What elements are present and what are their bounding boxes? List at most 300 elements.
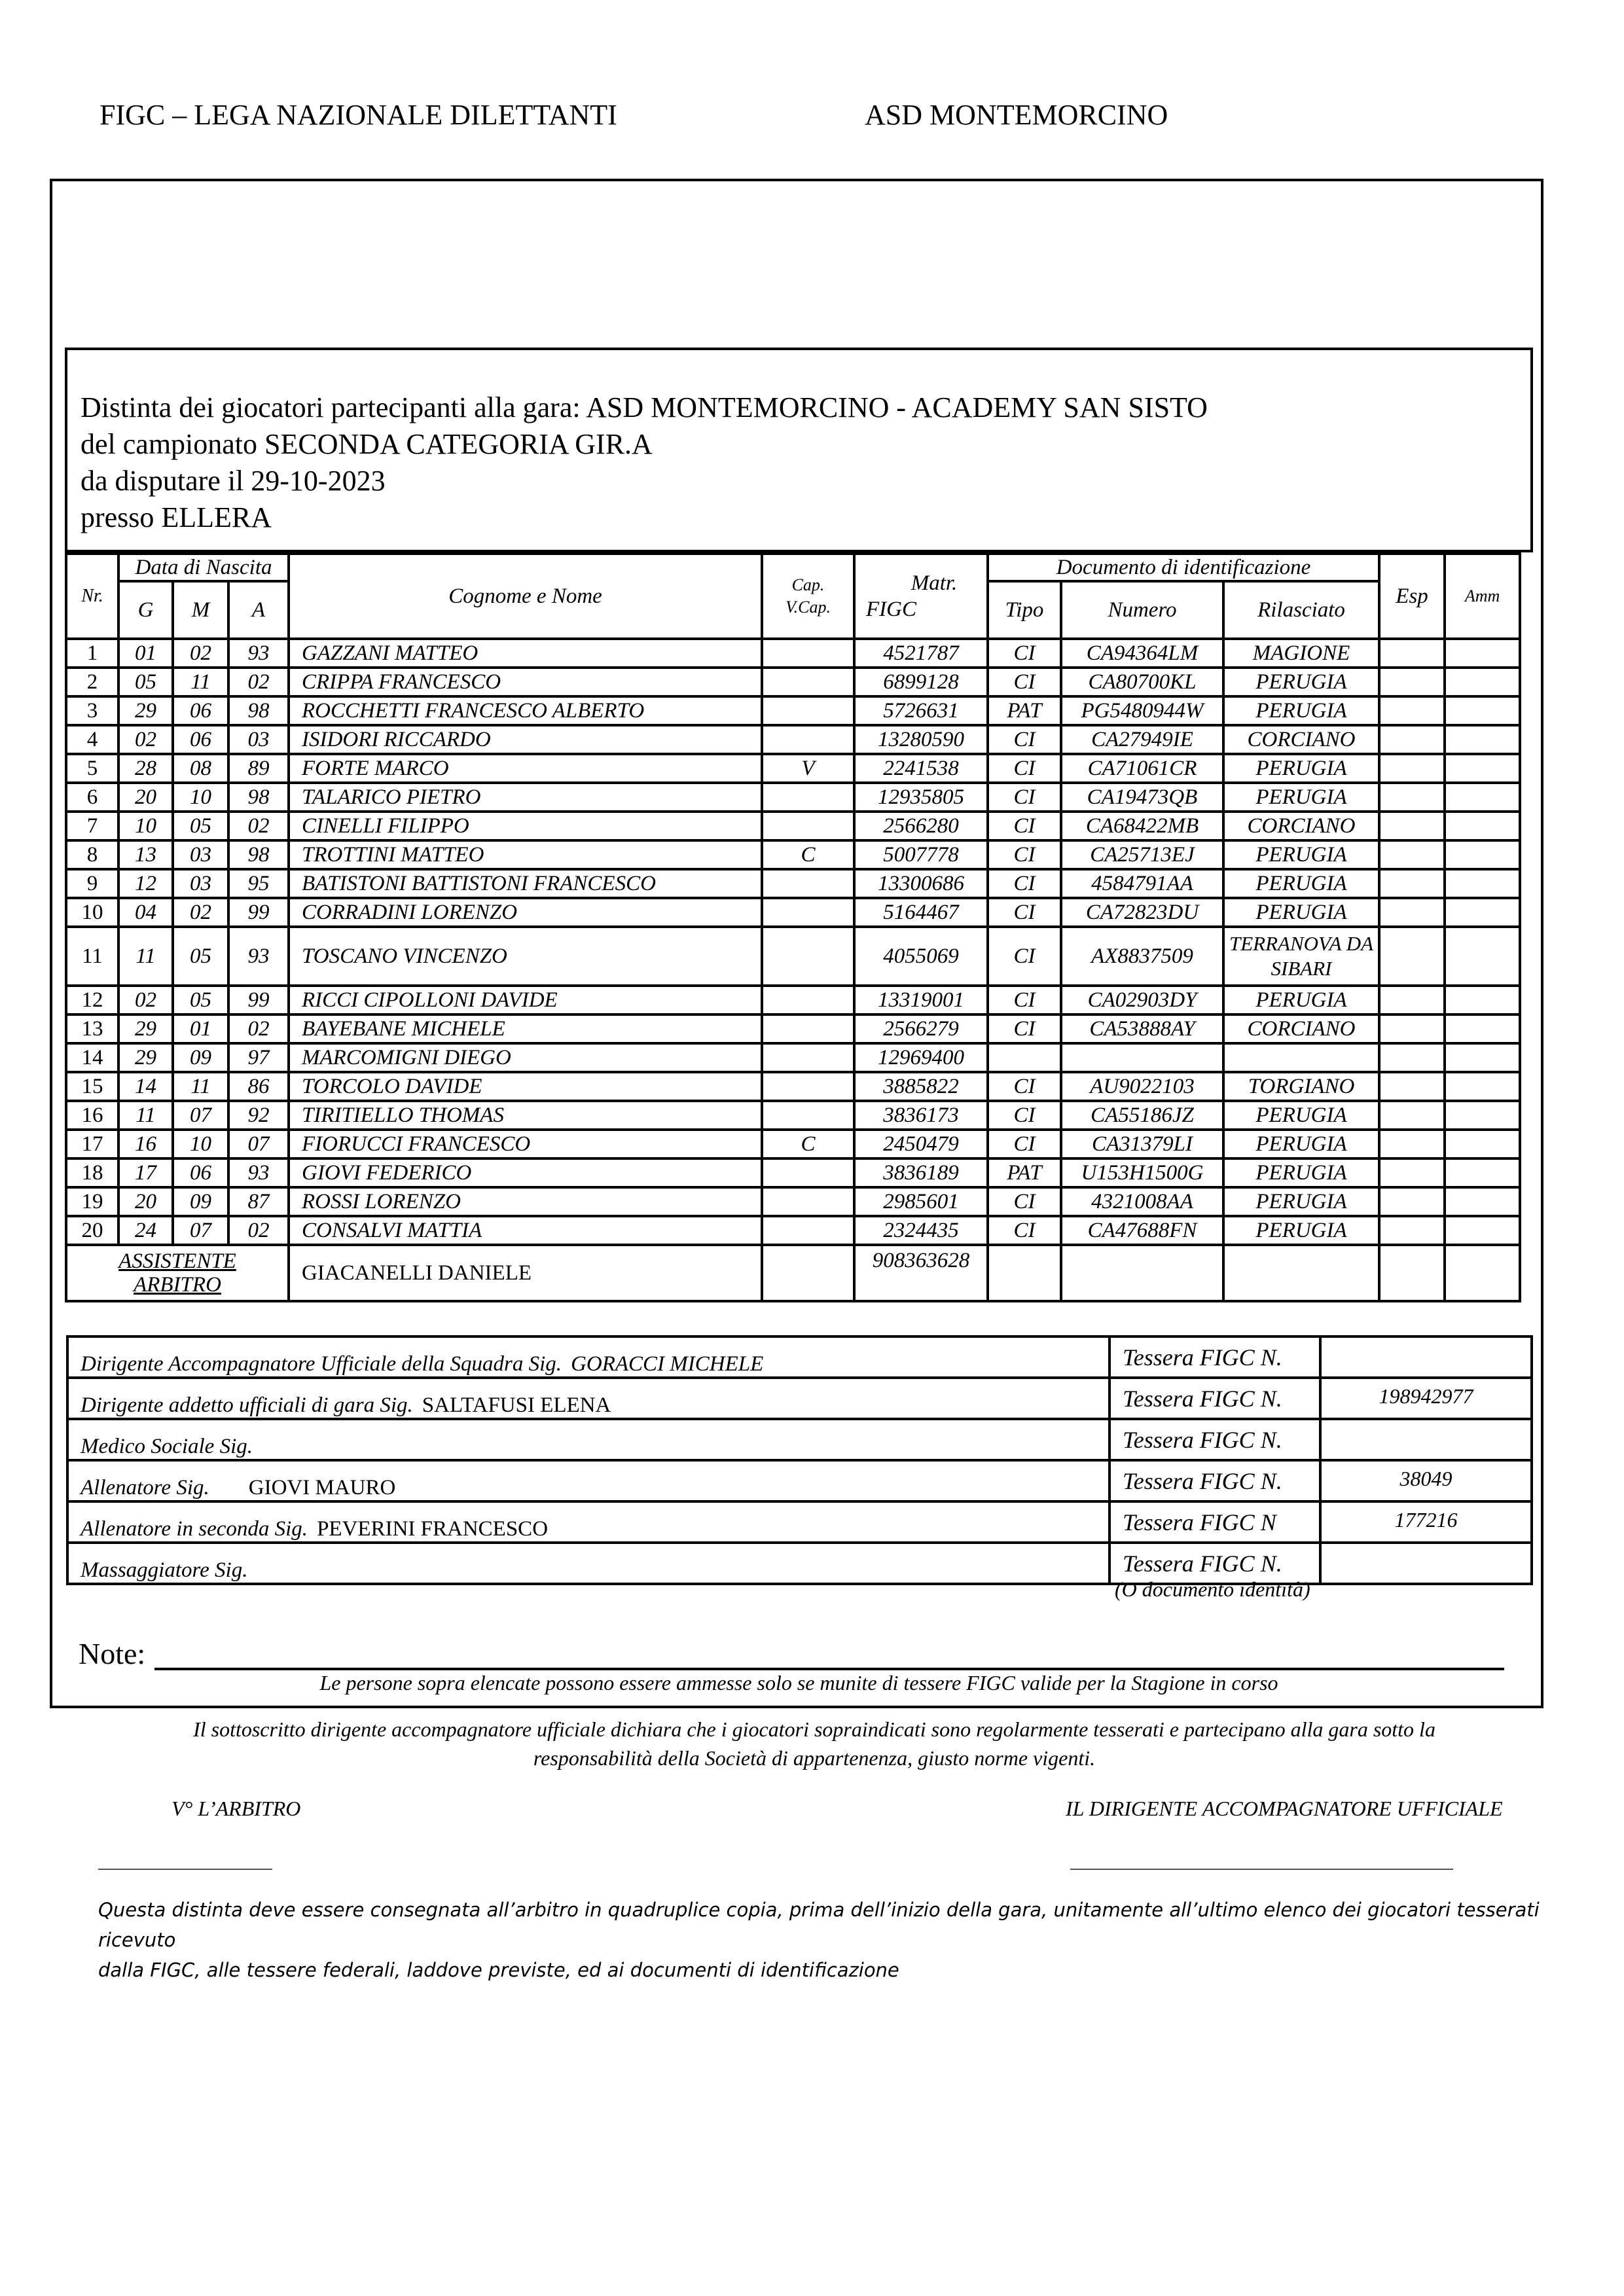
booked-cell[interactable] [1445, 639, 1520, 668]
booked-cell[interactable] [1445, 1187, 1520, 1216]
player-name[interactable]: BATISTONI BATTISTONI FRANCESCO [289, 869, 762, 898]
expelled-cell[interactable] [1379, 1101, 1445, 1130]
player-number[interactable]: 1 [66, 639, 118, 668]
booked-cell[interactable] [1445, 869, 1520, 898]
birth-year[interactable]: 89 [228, 754, 289, 783]
doc-type[interactable]: CI [988, 639, 1061, 668]
doc-number[interactable]: CA80700KL [1061, 668, 1223, 696]
birth-day[interactable]: 29 [118, 1043, 173, 1072]
birth-day[interactable]: 28 [118, 754, 173, 783]
doc-issued-by[interactable]: PERUGIA [1223, 696, 1379, 725]
birth-month[interactable]: 07 [173, 1216, 228, 1245]
birth-day[interactable]: 13 [118, 840, 173, 869]
header-matr [854, 554, 988, 639]
doc-issued-by[interactable]: PERUGIA [1223, 1216, 1379, 1245]
doc-issued-by[interactable]: PERUGIA [1223, 840, 1379, 869]
birth-month[interactable]: 02 [173, 639, 228, 668]
player-name[interactable]: GAZZANI MATTEO [289, 639, 762, 668]
header-doc-number: Numero [1061, 581, 1223, 639]
figc-matr[interactable]: 5007778 [854, 840, 988, 869]
captain-mark[interactable] [762, 639, 854, 668]
staff-table [66, 1335, 1533, 1585]
doc-issued-by[interactable]: PERUGIA [1223, 668, 1379, 696]
captain-mark[interactable]: C [762, 840, 854, 869]
player-row [66, 725, 1520, 754]
birth-year[interactable]: 02 [228, 1014, 289, 1043]
booked-cell[interactable] [1445, 927, 1520, 986]
doc-type[interactable]: CI [988, 754, 1061, 783]
doc-number[interactable]: CA27949IE [1061, 725, 1223, 754]
captain-mark[interactable] [762, 783, 854, 812]
doc-number[interactable]: CA71061CR [1061, 754, 1223, 783]
birth-year[interactable]: 93 [228, 927, 289, 986]
doc-type[interactable]: CI [988, 1216, 1061, 1245]
player-number[interactable]: 17 [66, 1130, 118, 1158]
booked-cell[interactable] [1445, 1216, 1520, 1245]
staff-role-cell [67, 1501, 1110, 1543]
figc-matr[interactable]: 2985601 [854, 1187, 988, 1216]
player-number[interactable]: 7 [66, 812, 118, 840]
player-number[interactable]: 3 [66, 696, 118, 725]
birth-year[interactable]: 99 [228, 898, 289, 927]
player-name[interactable]: TORCOLO DAVIDE [289, 1072, 762, 1101]
doc-number[interactable]: CA53888AY [1061, 1014, 1223, 1043]
staff-name[interactable]: GIOVI MAURO [248, 1476, 396, 1499]
booked-cell[interactable] [1445, 668, 1520, 696]
player-number[interactable]: 4 [66, 725, 118, 754]
player-number[interactable]: 5 [66, 754, 118, 783]
captain-mark[interactable] [762, 1014, 854, 1043]
doc-number[interactable] [1061, 1043, 1223, 1072]
birth-day[interactable]: 01 [118, 639, 173, 668]
birth-year[interactable]: 02 [228, 1216, 289, 1245]
doc-issued-by[interactable]: CORCIANO [1223, 1014, 1379, 1043]
birth-day[interactable]: 24 [118, 1216, 173, 1245]
player-name[interactable]: BAYEBANE MICHELE [289, 1014, 762, 1043]
expelled-cell[interactable] [1379, 1130, 1445, 1158]
booked-cell[interactable] [1445, 1043, 1520, 1072]
header-nr: Nr. [66, 554, 118, 639]
birth-month[interactable]: 08 [173, 754, 228, 783]
doc-type[interactable]: CI [988, 1130, 1061, 1158]
tessera-number[interactable] [1320, 1419, 1532, 1460]
header-year: A [228, 581, 289, 639]
player-number[interactable]: 16 [66, 1101, 118, 1130]
player-number[interactable]: 18 [66, 1158, 118, 1187]
expelled-cell[interactable] [1379, 725, 1445, 754]
doc-type[interactable]: CI [988, 840, 1061, 869]
birth-year[interactable]: 95 [228, 869, 289, 898]
doc-type[interactable]: CI [988, 668, 1061, 696]
doc-type[interactable]: CI [988, 869, 1061, 898]
doc-issued-by[interactable]: PERUGIA [1223, 1187, 1379, 1216]
birth-day[interactable]: 02 [118, 986, 173, 1014]
doc-type[interactable]: CI [988, 927, 1061, 986]
captain-mark[interactable] [762, 725, 854, 754]
player-row [66, 783, 1520, 812]
captain-mark[interactable] [762, 927, 854, 986]
captain-mark[interactable] [762, 1043, 854, 1072]
birth-month[interactable]: 09 [173, 1187, 228, 1216]
header-day: G [118, 581, 173, 639]
figc-matr[interactable]: 5164467 [854, 898, 988, 927]
tessera-label: Tessera FIGC N. [1110, 1336, 1320, 1378]
figc-matr[interactable]: 2324435 [854, 1216, 988, 1245]
birth-year[interactable]: 02 [228, 668, 289, 696]
player-number[interactable]: 9 [66, 869, 118, 898]
birth-day[interactable]: 17 [118, 1158, 173, 1187]
figc-matr[interactable]: 2241538 [854, 754, 988, 783]
birth-year[interactable]: 92 [228, 1101, 289, 1130]
captain-mark[interactable] [762, 1158, 854, 1187]
doc-issued-by[interactable]: MAGIONE [1223, 639, 1379, 668]
figc-matr[interactable]: 13280590 [854, 725, 988, 754]
player-number[interactable]: 15 [66, 1072, 118, 1101]
figc-matr[interactable]: 3836189 [854, 1158, 988, 1187]
header-doc-type: Tipo [988, 581, 1061, 639]
staff-name[interactable]: SALTAFUSI ELENA [422, 1393, 611, 1417]
referee-signature-line[interactable] [98, 1869, 272, 1870]
assistant-referee-row [66, 1245, 1520, 1301]
assistant-doc-issued[interactable] [1223, 1245, 1379, 1301]
doc-type[interactable]: PAT [988, 1158, 1061, 1187]
captain-mark[interactable] [762, 696, 854, 725]
player-number[interactable]: 6 [66, 783, 118, 812]
expelled-cell[interactable] [1379, 696, 1445, 725]
tessera-number[interactable]: 177216 [1320, 1501, 1532, 1543]
doc-issued-by[interactable] [1223, 1043, 1379, 1072]
doc-number[interactable]: AU9022103 [1061, 1072, 1223, 1101]
header-matr-line1: Matr. [911, 571, 958, 595]
doc-type[interactable]: CI [988, 1014, 1061, 1043]
birth-month[interactable]: 06 [173, 696, 228, 725]
player-number[interactable]: 10 [66, 898, 118, 927]
staff-role: Medico Sociale Sig. [81, 1435, 253, 1458]
doc-number[interactable]: CA55186JZ [1061, 1101, 1223, 1130]
doc-number[interactable]: CA94364LM [1061, 639, 1223, 668]
doc-type[interactable]: CI [988, 1101, 1061, 1130]
figc-matr[interactable]: 2450479 [854, 1130, 988, 1158]
tessera-label: Tessera FIGC N. [1110, 1378, 1320, 1419]
doc-number[interactable]: PG5480944W [1061, 696, 1223, 725]
player-number[interactable]: 12 [66, 986, 118, 1014]
official-signature-line[interactable] [1070, 1869, 1453, 1870]
captain-mark[interactable] [762, 668, 854, 696]
birth-month[interactable]: 06 [173, 725, 228, 754]
player-name[interactable]: CONSALVI MATTIA [289, 1216, 762, 1245]
expelled-cell[interactable] [1379, 1072, 1445, 1101]
doc-issued-by[interactable]: PERUGIA [1223, 783, 1379, 812]
assistant-amm[interactable] [1445, 1245, 1520, 1301]
captain-mark[interactable] [762, 1187, 854, 1216]
booked-cell[interactable] [1445, 1101, 1520, 1130]
doc-number[interactable]: CA47688FN [1061, 1216, 1223, 1245]
booked-cell[interactable] [1445, 1072, 1520, 1101]
birth-day[interactable]: 14 [118, 1072, 173, 1101]
doc-type[interactable]: CI [988, 725, 1061, 754]
expelled-cell[interactable] [1379, 783, 1445, 812]
player-name[interactable]: RICCI CIPOLLONI DAVIDE [289, 986, 762, 1014]
captain-mark[interactable] [762, 812, 854, 840]
birth-year[interactable]: 07 [228, 1130, 289, 1158]
doc-number[interactable]: CA72823DU [1061, 898, 1223, 927]
doc-issued-by[interactable]: PERUGIA [1223, 869, 1379, 898]
birth-month[interactable]: 03 [173, 840, 228, 869]
expelled-cell[interactable] [1379, 927, 1445, 986]
birth-day[interactable]: 11 [118, 1101, 173, 1130]
tessera-number[interactable]: 38049 [1320, 1460, 1532, 1501]
player-name[interactable]: CRIPPA FRANCESCO [289, 668, 762, 696]
captain-mark[interactable] [762, 1072, 854, 1101]
player-name[interactable]: TROTTINI MATTEO [289, 840, 762, 869]
birth-year[interactable]: 93 [228, 639, 289, 668]
figc-matr[interactable]: 4055069 [854, 927, 988, 986]
figc-matr[interactable]: 13319001 [854, 986, 988, 1014]
doc-issued-by[interactable]: TORGIANO [1223, 1072, 1379, 1101]
expelled-cell[interactable] [1379, 869, 1445, 898]
expelled-cell[interactable] [1379, 1216, 1445, 1245]
player-name[interactable]: ISIDORI RICCARDO [289, 725, 762, 754]
expelled-cell[interactable] [1379, 812, 1445, 840]
figc-matr[interactable]: 3836173 [854, 1101, 988, 1130]
birth-day[interactable]: 16 [118, 1130, 173, 1158]
player-row [66, 1130, 1520, 1158]
doc-issued-by[interactable]: PERUGIA [1223, 986, 1379, 1014]
birth-day[interactable]: 05 [118, 668, 173, 696]
birth-year[interactable]: 93 [228, 1158, 289, 1187]
birth-day[interactable]: 10 [118, 812, 173, 840]
notes-input[interactable] [154, 1668, 1504, 1670]
staff-role-cell [67, 1419, 1110, 1460]
doc-type[interactable]: CI [988, 783, 1061, 812]
doc-issued-by[interactable]: TERRANOVA DA SIBARI [1223, 927, 1379, 986]
figc-matr[interactable]: 12935805 [854, 783, 988, 812]
expelled-cell[interactable] [1379, 1043, 1445, 1072]
tessera-number[interactable]: 198942977 [1320, 1378, 1532, 1419]
expelled-cell[interactable] [1379, 1158, 1445, 1187]
staff-name[interactable]: PEVERINI FRANCESCO [317, 1517, 549, 1541]
player-number[interactable]: 2 [66, 668, 118, 696]
booked-cell[interactable] [1445, 725, 1520, 754]
tessera-number[interactable] [1320, 1336, 1532, 1378]
birth-day[interactable]: 12 [118, 869, 173, 898]
expelled-cell[interactable] [1379, 840, 1445, 869]
birth-month[interactable]: 07 [173, 1101, 228, 1130]
staff-row [67, 1460, 1532, 1501]
birth-day[interactable]: 02 [118, 725, 173, 754]
doc-issued-by[interactable]: PERUGIA [1223, 898, 1379, 927]
document-note: (O documento identità) [1115, 1577, 1310, 1601]
expelled-cell[interactable] [1379, 639, 1445, 668]
doc-type[interactable]: CI [988, 1072, 1061, 1101]
assistant-esp[interactable] [1379, 1245, 1445, 1301]
birth-day[interactable]: 20 [118, 1187, 173, 1216]
staff-role: Allenatore in seconda Sig. [81, 1517, 308, 1541]
notes-label: Note: [79, 1637, 146, 1670]
figc-matr[interactable]: 4521787 [854, 639, 988, 668]
figc-matr[interactable]: 6899128 [854, 668, 988, 696]
birth-day[interactable]: 04 [118, 898, 173, 927]
birth-day[interactable]: 29 [118, 696, 173, 725]
player-name[interactable]: GIOVI FEDERICO [289, 1158, 762, 1187]
birth-month[interactable]: 10 [173, 783, 228, 812]
captain-mark[interactable] [762, 986, 854, 1014]
staff-row [67, 1501, 1532, 1543]
player-number[interactable]: 11 [66, 927, 118, 986]
player-number[interactable]: 14 [66, 1043, 118, 1072]
header-esp: Esp [1379, 554, 1445, 639]
player-name[interactable]: TIRITIELLO THOMAS [289, 1101, 762, 1130]
club-title: ASD MONTEMORCINO [865, 99, 1168, 131]
birth-year[interactable]: 99 [228, 986, 289, 1014]
birth-year[interactable]: 03 [228, 725, 289, 754]
doc-type[interactable]: CI [988, 812, 1061, 840]
figc-matr[interactable]: 2566279 [854, 1014, 988, 1043]
doc-number[interactable]: 4321008AA [1061, 1187, 1223, 1216]
player-name[interactable]: ROSSI LORENZO [289, 1187, 762, 1216]
expelled-cell[interactable] [1379, 668, 1445, 696]
staff-role-cell [67, 1336, 1110, 1378]
doc-issued-by[interactable]: PERUGIA [1223, 754, 1379, 783]
assistant-referee-name[interactable]: GIACANELLI DANIELE [289, 1245, 762, 1301]
doc-type[interactable]: PAT [988, 696, 1061, 725]
header-name: Cognome e Nome [289, 554, 762, 639]
doc-type[interactable]: CI [988, 986, 1061, 1014]
birth-month[interactable]: 11 [173, 1072, 228, 1101]
doc-number[interactable]: CA19473QB [1061, 783, 1223, 812]
birth-year[interactable]: 02 [228, 812, 289, 840]
booked-cell[interactable] [1445, 754, 1520, 783]
birth-year[interactable]: 87 [228, 1187, 289, 1216]
birth-year[interactable]: 98 [228, 783, 289, 812]
assistant-referee-matr[interactable]: 908363628 [854, 1245, 988, 1301]
expelled-cell[interactable] [1379, 898, 1445, 927]
player-row [66, 812, 1520, 840]
expelled-cell[interactable] [1379, 1014, 1445, 1043]
staff-name[interactable]: GORACCI MICHELE [571, 1352, 764, 1376]
booked-cell[interactable] [1445, 812, 1520, 840]
player-row [66, 898, 1520, 927]
expelled-cell[interactable] [1379, 986, 1445, 1014]
captain-mark[interactable] [762, 898, 854, 927]
figc-matr[interactable]: 5726631 [854, 696, 988, 725]
federation-title: FIGC – LEGA NAZIONALE DILETTANTI [99, 99, 617, 131]
header-birth-date: Data di Nascita [118, 554, 289, 581]
doc-type[interactable] [988, 1043, 1061, 1072]
birth-month[interactable]: 01 [173, 1014, 228, 1043]
doc-number[interactable]: CA31379LI [1061, 1130, 1223, 1158]
figc-matr[interactable]: 3885822 [854, 1072, 988, 1101]
player-name[interactable]: FORTE MARCO [289, 754, 762, 783]
header-id-document: Documento di identificazione [988, 554, 1379, 581]
doc-issued-by[interactable]: CORCIANO [1223, 812, 1379, 840]
doc-number[interactable]: CA02903DY [1061, 986, 1223, 1014]
figc-matr[interactable]: 12969400 [854, 1043, 988, 1072]
player-name[interactable]: ROCCHETTI FRANCESCO ALBERTO [289, 696, 762, 725]
player-number[interactable]: 20 [66, 1216, 118, 1245]
doc-number[interactable]: AX8837509 [1061, 927, 1223, 986]
expelled-cell[interactable] [1379, 754, 1445, 783]
birth-year[interactable]: 97 [228, 1043, 289, 1072]
booked-cell[interactable] [1445, 1014, 1520, 1043]
birth-month[interactable]: 02 [173, 898, 228, 927]
captain-mark[interactable] [762, 869, 854, 898]
birth-month[interactable]: 05 [173, 986, 228, 1014]
expelled-cell[interactable] [1379, 1187, 1445, 1216]
doc-type[interactable]: CI [988, 898, 1061, 927]
assistant-captain-cell[interactable] [762, 1245, 854, 1301]
birth-month[interactable]: 11 [173, 668, 228, 696]
staff-role-cell [67, 1460, 1110, 1501]
booked-cell[interactable] [1445, 986, 1520, 1014]
venue-line: presso ELLERA [81, 501, 272, 533]
player-row [66, 840, 1520, 869]
tessera-label: Tessera FIGC N. [1110, 1543, 1320, 1584]
birth-month[interactable]: 03 [173, 869, 228, 898]
booked-cell[interactable] [1445, 840, 1520, 869]
birth-month[interactable]: 10 [173, 1130, 228, 1158]
birth-month[interactable]: 05 [173, 927, 228, 986]
referee-signature-label: V° L’ARBITRO [171, 1797, 301, 1820]
captain-mark[interactable]: C [762, 1130, 854, 1158]
player-number[interactable]: 13 [66, 1014, 118, 1043]
doc-issued-by[interactable]: PERUGIA [1223, 1101, 1379, 1130]
doc-issued-by[interactable]: CORCIANO [1223, 725, 1379, 754]
tessera-number[interactable] [1320, 1543, 1532, 1584]
figc-matr[interactable]: 13300686 [854, 869, 988, 898]
booked-cell[interactable] [1445, 1130, 1520, 1158]
player-number[interactable]: 8 [66, 840, 118, 869]
figc-matr[interactable]: 2566280 [854, 812, 988, 840]
doc-issued-by[interactable]: PERUGIA [1223, 1158, 1379, 1187]
staff-role-cell [67, 1378, 1110, 1419]
player-number[interactable]: 19 [66, 1187, 118, 1216]
birth-month[interactable]: 09 [173, 1043, 228, 1072]
doc-number[interactable]: 4584791AA [1061, 869, 1223, 898]
doc-type[interactable]: CI [988, 1187, 1061, 1216]
doc-number[interactable]: U153H1500G [1061, 1158, 1223, 1187]
assistant-doc-number[interactable] [1061, 1245, 1223, 1301]
captain-mark[interactable] [762, 1101, 854, 1130]
player-name[interactable]: TALARICO PIETRO [289, 783, 762, 812]
birth-day[interactable]: 29 [118, 1014, 173, 1043]
captain-mark[interactable]: V [762, 754, 854, 783]
assistant-doc-type[interactable] [988, 1245, 1061, 1301]
header-captain [762, 554, 854, 639]
birth-month[interactable]: 06 [173, 1158, 228, 1187]
birth-day[interactable]: 11 [118, 927, 173, 986]
birth-year[interactable]: 98 [228, 840, 289, 869]
birth-year[interactable]: 98 [228, 696, 289, 725]
birth-month[interactable]: 05 [173, 812, 228, 840]
player-name[interactable]: CORRADINI LORENZO [289, 898, 762, 927]
player-name[interactable]: TOSCANO VINCENZO [289, 927, 762, 986]
doc-number[interactable]: CA25713EJ [1061, 840, 1223, 869]
player-name[interactable]: FIORUCCI FRANCESCO [289, 1130, 762, 1158]
birth-year[interactable]: 86 [228, 1072, 289, 1101]
booked-cell[interactable] [1445, 696, 1520, 725]
booked-cell[interactable] [1445, 898, 1520, 927]
doc-number[interactable]: CA68422MB [1061, 812, 1223, 840]
player-name[interactable]: CINELLI FILIPPO [289, 812, 762, 840]
doc-issued-by[interactable]: PERUGIA [1223, 1130, 1379, 1158]
booked-cell[interactable] [1445, 1158, 1520, 1187]
booked-cell[interactable] [1445, 783, 1520, 812]
birth-day[interactable]: 20 [118, 783, 173, 812]
player-name[interactable]: MARCOMIGNI DIEGO [289, 1043, 762, 1072]
footer-line2: dalla FIGC, alle tessere federali, laddove previste, ed ai documenti di identificazione [98, 1959, 899, 1981]
captain-mark[interactable] [762, 1216, 854, 1245]
